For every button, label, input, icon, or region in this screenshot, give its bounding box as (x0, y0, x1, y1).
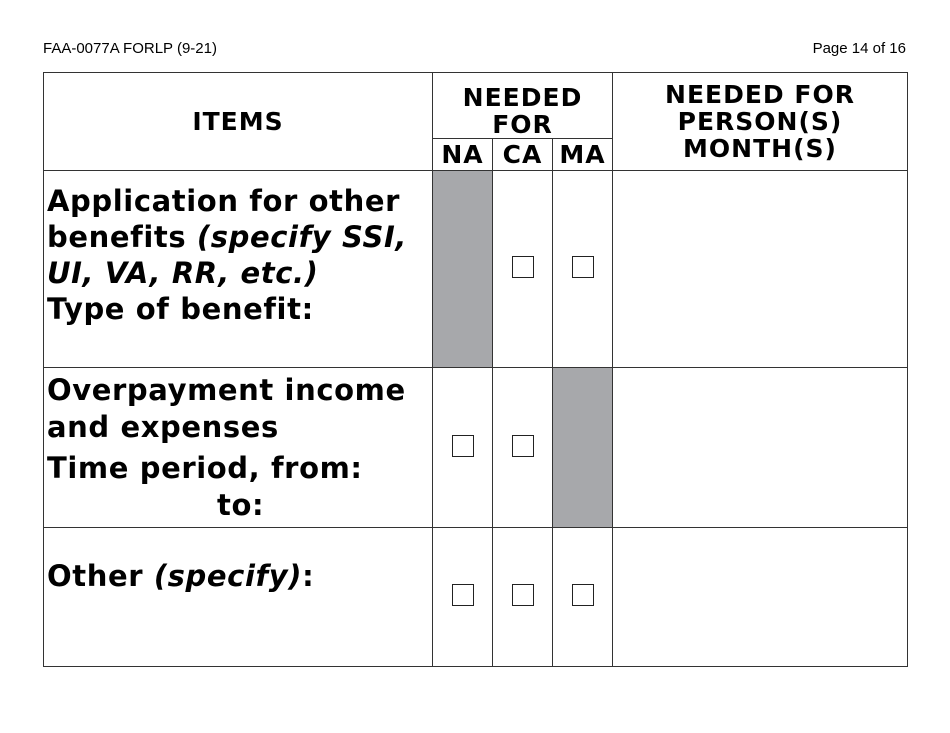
na-checkbox[interactable] (452, 435, 474, 457)
na-cell-shaded (433, 171, 493, 368)
ma-checkbox[interactable] (572, 584, 594, 606)
persons-months-field[interactable] (613, 368, 908, 528)
na-checkbox[interactable] (452, 584, 474, 606)
item-text: Other (47, 559, 154, 593)
ma-checkbox[interactable] (572, 256, 594, 278)
item-other (44, 528, 433, 667)
header-items: ITEMS (44, 73, 433, 171)
page-number: Page 14 of 16 (812, 40, 906, 57)
form-id: FAA-0077A FORLP (9-21) (43, 40, 217, 57)
item-text: : (302, 559, 315, 593)
header-ca: CA (493, 139, 553, 171)
header-na: NA (433, 139, 493, 171)
ca-checkbox[interactable] (512, 435, 534, 457)
item-overpayment (44, 368, 433, 528)
table-row (44, 171, 908, 368)
header-needed-for: NEEDED FOR (433, 73, 613, 139)
items-table (43, 72, 908, 667)
item-text-italic: UI, VA, RR, etc.) (47, 256, 319, 290)
ca-checkbox[interactable] (512, 584, 534, 606)
table-row (44, 368, 908, 528)
ma-cell-shaded (553, 368, 613, 528)
header-ma: MA (553, 139, 613, 171)
item-text: benefits (47, 220, 197, 254)
item-text-italic: (specify SSI, (196, 220, 407, 254)
table-row (44, 528, 908, 667)
item-text: Application for other (47, 184, 401, 218)
item-text: Overpayment income (47, 372, 406, 407)
item-application (44, 171, 433, 368)
ca-checkbox[interactable] (512, 256, 534, 278)
header-persons-months: NEEDED FOR PERSON(S) MONTH(S) (613, 73, 908, 171)
item-text-italic: (specify) (153, 559, 303, 593)
item-text: Time period, from: (47, 450, 363, 485)
item-text (47, 219, 432, 255)
persons-months-field[interactable] (613, 171, 908, 368)
persons-months-field[interactable] (613, 528, 908, 667)
item-text: and expenses (47, 409, 279, 444)
item-text: Type of benefit: (47, 292, 314, 326)
item-text: to: (217, 487, 265, 522)
